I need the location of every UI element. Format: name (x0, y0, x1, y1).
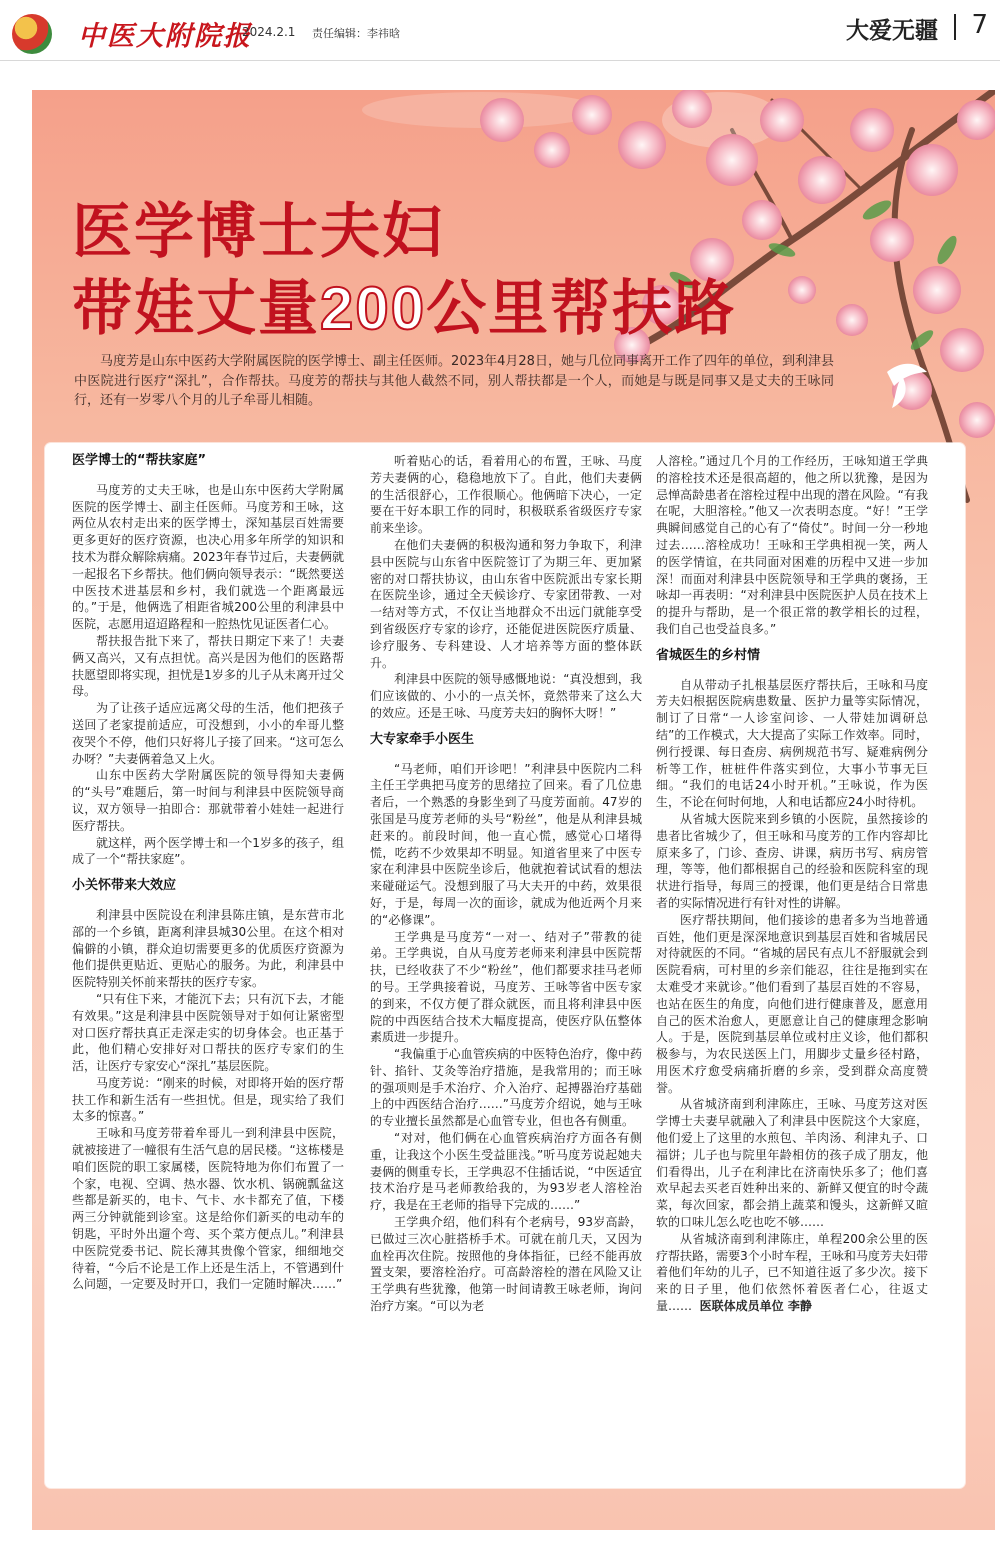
paragraph: 帮扶报告批下来了，帮扶日期定下来了！夫妻俩又高兴，又有点担忧。高兴是因为他们的医路帮扶愿望即将实现，担忧是1岁多的儿子从未离开过父母。 (72, 633, 344, 699)
paragraph: 从省城大医院来到乡镇的小医院，虽然接诊的患者比省城少了，但王咏和马度芳的工作内容却比原来多了，门诊、查房、讲课，病历书写、病房管理，等等，他们都根据自己的经验和医院科室的现状进行指导，每周三的授课，他们更是结合日常患者的实际情况进行有针对性的讲解。 (656, 811, 928, 910)
article-column-1 (72, 453, 344, 1293)
hospital-logo-icon (12, 14, 52, 54)
paragraph: 自从带动子扎根基层医疗帮扶后，王咏和马度芳夫妇根据医院病患数量、医护力量等实际情况，制订了日常“一人诊室问诊、一人带娃加调研总结”的工作模式，大大提高了实际工作效率。同时，例行授课、每日查房、病例规范书写、疑难病例分析等工作，桩桩件件落实到位，大事小节事无巨细。“我们的电话24小时开机。”王咏说，作为医生，不论在何时何地，人和电话都应24小时待机。 (656, 677, 928, 810)
paragraph: 利津县中医院的领导感慨地说：“真没想到，我们应该做的、小小的一点关怀，竟然带来了这么大的效应。还是王咏、马度芳夫妇的胸怀大呀！” (370, 672, 642, 720)
paragraph: 为了让孩子适应远离父母的生活，他们把孩子送回了老家提前适应，可没想到，小小的牟哥儿整夜哭个不停，他们只好将儿子接了回来。“这可怎么办呀？”夫妻俩着急又上火。 (72, 701, 344, 766)
paragraph: “只有住下来，才能沉下去；只有沉下去，才能有效果。”这是利津县中医院领导对于如何让紧密型对口医疗帮扶真正走深走实的切身体会。也正基于此，他们精心安排好对口帮扶的医疗专家们的生活，让医疗专家安心“深扎”基层医院。 (72, 991, 344, 1074)
article-column-3 (656, 453, 928, 1315)
byline: 医联体成员单位 李静 (699, 1299, 812, 1314)
paragraph (656, 1231, 928, 1315)
paragraph: 王咏和马度芳带着牟哥儿一到利津县中医院，就被接进了一幢很有生活气息的居民楼。“这栋楼是咱们医院的职工家属楼，医院特地为你们布置了一个家，电视、空调、热水器、饮水机、锅碗瓢盆这些都是新买的，电卡、气卡、水卡都充了值，下楼两三分钟就能到诊室。这是给你们新买的电动车的钥匙，平时外出遛个弯、买个菜方便点儿。”利津县中医院党委书记、院长薄其贵像个管家，细细地交待着，“今后不论是工作上还是生活上，不管遇到什么问题，一定要及时开口，我们一定随时解决……” (72, 1126, 344, 1292)
paper-name: 中医大附院报 (78, 21, 252, 52)
paragraph: 王学典介绍，他们科有个老病号，93岁高龄，已做过三次心脏搭桥手术。可就在前几天，又因为血栓再次住院。按照他的身体指征，已经不能再放置支架，要溶栓治疗。可高龄溶栓的潜在风险又让王学典有些犹豫，他第一时间请教王咏老师，询问治疗方案。“可以为老 (370, 1215, 642, 1314)
paragraph: “对对，他们俩在心血管疾病治疗方面各有侧重，让我这个小医生受益匪浅。”听马度芳说起她夫妻俩的侧重专长，王学典忍不住插话说，“中医适宜技术治疗是马老师教给我的，为93岁老人溶栓治疗，我是在王老师的指导下完成的……” (370, 1131, 642, 1213)
paragraph: “我偏重于心血管疾病的中医特色治疗，像中药针、掐针、艾灸等治疗措施，是我常用的；而王咏的强项则是手术治疗、介入治疗、起搏器治疗基础上的中西医结合治疗……”马度芳介绍说，她与王咏的专业擅长虽然都是心血管专业，但也各有侧重。 (370, 1047, 642, 1129)
paragraph: 王学典是马度芳“一对一、结对子”带教的徒弟。王学典说，自从马度芳老师来利津县中医院帮扶，已经收获了不少“粉丝”，他们都要求挂马老师的号。王学典接着说，马度芳、王咏等省中医专家的到来，不仅方便了群众就医，而且将利津县中医院的中西医结合技术大幅度提高，使医疗队伍整体素质进一步提升。 (370, 929, 642, 1045)
headline-line1: 医学博士夫妇 (72, 197, 444, 267)
paragraph: 医疗帮扶期间，他们接诊的患者多为当地普通百姓，他们更是深深地意识到基层百姓和省城居民对待就医的不同。“省城的居民有点儿不舒服就会到医院看病，可村里的乡亲们能忍，往往是拖到实在太难受才来就诊。”他们看到了基层百姓的不容易，也站在医生的角度，向他们进行健康普及，愿意用自己的医术治愈人，更愿意让自己的健康理念影响人。于是，医院到基层单位或村庄义诊，他们都积极参与，为农民送医上门，用脚步丈量乡径村路，用医术疗愈受病痛折磨的乡亲，受到群众高度赞誉。 (656, 912, 928, 1095)
paragraph: 人溶栓。”通过几个月的工作经历，王咏知道王学典的溶栓技术还是很高超的，他之所以犹豫，是因为忌惮高龄患者在溶栓过程中出现的潜在风险。“有我在呢，大胆溶栓。”他又一次表明态度。“好！”王学典瞬间感觉自己的心有了“倚仗”。时间一分一秒地过去……溶栓成功！王咏和王学典相视一笑，两人的医学情谊，在共同面对困难的历程中又进一步加深！而面对利津县中医院领导和王学典的褒扬，王咏却一再表明：“对利津县中医院医护人员在技术上的提升与帮助，是一个很正常的教学相长的过程，我们自己也受益良多。” (656, 454, 928, 636)
article-column-2 (370, 453, 642, 1315)
headline-line2-prefix: 带娃丈量 (72, 274, 320, 344)
paragraph: 从省城济南到利津陈庄，王咏、马度芳这对医学博士夫妻早就融入了利津县中医院这个大家庭，他们爱上了这里的水煎包、羊肉汤、利津丸子、口福饼；儿子也与院里年龄相仿的孩子成了朋友，他们看得出，儿子在利津比在济南快乐多了；他们喜欢早起去买老百姓种出来的、新鲜又便宜的时令蔬菜，每次回家，都会捎上蔬菜和馒头，这新鲜又暄软的口味儿怎么吃也吃不够…… (656, 1097, 928, 1230)
paragraph: 马度芳的丈夫王咏，也是山东中医药大学附属医院的医学博士、副主任医师。马度芳和王咏，这两位从农村走出来的医学博士，深知基层百姓需要更多更好的医疗资源，也决心用多年所学的知识和技术为群众解除病痛。2023年春节过后，夫妻俩就一起报名下乡帮扶。他们俩向领导表示：“既然要送中医技术进基层和乡村，我们就选一个距离最远的。”于是，他俩选了相距省城200公里的利津县中医院，志愿用迢迢路程和一腔热忱见证医者仁心。 (72, 482, 344, 632)
paragraph-text: 从省城济南到利津陈庄，单程200余公里的医疗帮扶路，需要3个小时车程，王咏和马度芳夫妇带着他们年幼的儿子，已不知道往返了多少次。接下来的日子里，他们依然怀着医者仁心，往返丈量…… (656, 1231, 928, 1314)
section-heading: 省城医生的乡村情 (656, 647, 761, 663)
headline-line2 (72, 274, 737, 344)
paragraph: 听着贴心的话，看着用心的布置，王咏、马度芳夫妻俩的心，稳稳地放下了。自此，他们夫妻俩的生活很舒心，工作很顺心。他俩暗下决心，一定要在干好本职工作的同时，积极联系省级医疗专家前来坐诊。 (370, 454, 642, 536)
masthead-rule (0, 60, 1000, 61)
paragraph: “马老师，咱们开诊吧！”利津县中医院内二科主任王学典把马度芳的思绪拉了回来。看了几位患者后，一个熟悉的身影坐到了马度芳面前。47岁的张国是马度芳老师的头号“粉丝”，他是从利津县城赶来的。前段时间，他一直心慌，感觉心口堵得慌，吃药不少效果却不明显。知道省里来了中医专家在利津县中医院坐诊后，他就抱着试试看的想法来碰碰运气。没想到服了马大夫开的中药，效果很好，于是，每周一次的面诊，就成为他近两个月来的“必修课”。 (370, 761, 642, 927)
paragraph: 在他们夫妻俩的积极沟通和努力争取下，利津县中医院与山东省中医院签订了为期三年、更加紧密的对口帮扶协议，由山东省中医院派出专家长期在医院坐诊，通过全天候诊疗、专家团带教、一对一结对等方式，不仅让当地群众不出远门就能享受到省级医疗专家的诊疗，还能促进医院医疗质量、诊疗服务、专科建设、人才培养等方面的整体跃升。 (370, 537, 642, 670)
paragraph: 山东中医药大学附属医院的领导得知夫妻俩的“头号”难题后，第一时间与利津县中医院领导商议，双方领导一拍即合：那就带着小娃娃一起进行医疗帮扶。 (72, 768, 344, 833)
poster-footer-fade (32, 1500, 995, 1530)
page-number: 7 (971, 10, 988, 40)
poster-panel (32, 90, 995, 1530)
headline-line2-suffix: 公里帮扶路 (426, 274, 737, 344)
paragraph: 就这样，两个医学博士和一个1岁多的孩子，组成了一个“帮扶家庭”。 (72, 835, 344, 867)
section-heading: 大专家牵手小医生 (370, 731, 475, 747)
responsible-editor: 责任编辑：李祎晗 (312, 27, 400, 40)
masthead (0, 0, 1000, 62)
lead-paragraph: 马度芳是山东中医药大学附属医院的医学博士、副主任医师。2023年4月28日，她与几位同事离开工作了四年的单位，到利津县中医院进行医疗“深扎”，合作帮扶。马度芳的帮扶与其他人截然不同，别人帮扶都是一个人，而她是与既是同事又是丈夫的王咏同行，还有一岁零八个月的儿子牟哥儿相随。 (74, 354, 834, 408)
paragraph: 马度芳说：“刚来的时候，对即将开始的医疗帮扶工作和新生活有一些担忧。但是，现实给了我们太多的惊喜。” (72, 1075, 344, 1124)
issue-date: 2024.2.1 (242, 25, 296, 39)
masthead-divider (954, 14, 956, 40)
article-body (45, 443, 965, 1488)
headline-line2-number: 200 (320, 275, 427, 342)
section-title: 大爱无疆 (846, 18, 938, 44)
section-heading: 小关怀带来大效应 (72, 878, 177, 894)
paragraph: 利津县中医院设在利津县陈庄镇，是东营市北部的一个乡镇，距离利津县城30公里。在这个相对偏僻的小镇，群众迫切需要更多的优质医疗资源为他们提供更贴近、更贴心的服务。为此，利津县中医院特别关怀前来帮扶的医疗专家。 (72, 907, 344, 990)
section-heading: 医学博士的“帮扶家庭” (72, 453, 207, 468)
headline (72, 197, 737, 344)
